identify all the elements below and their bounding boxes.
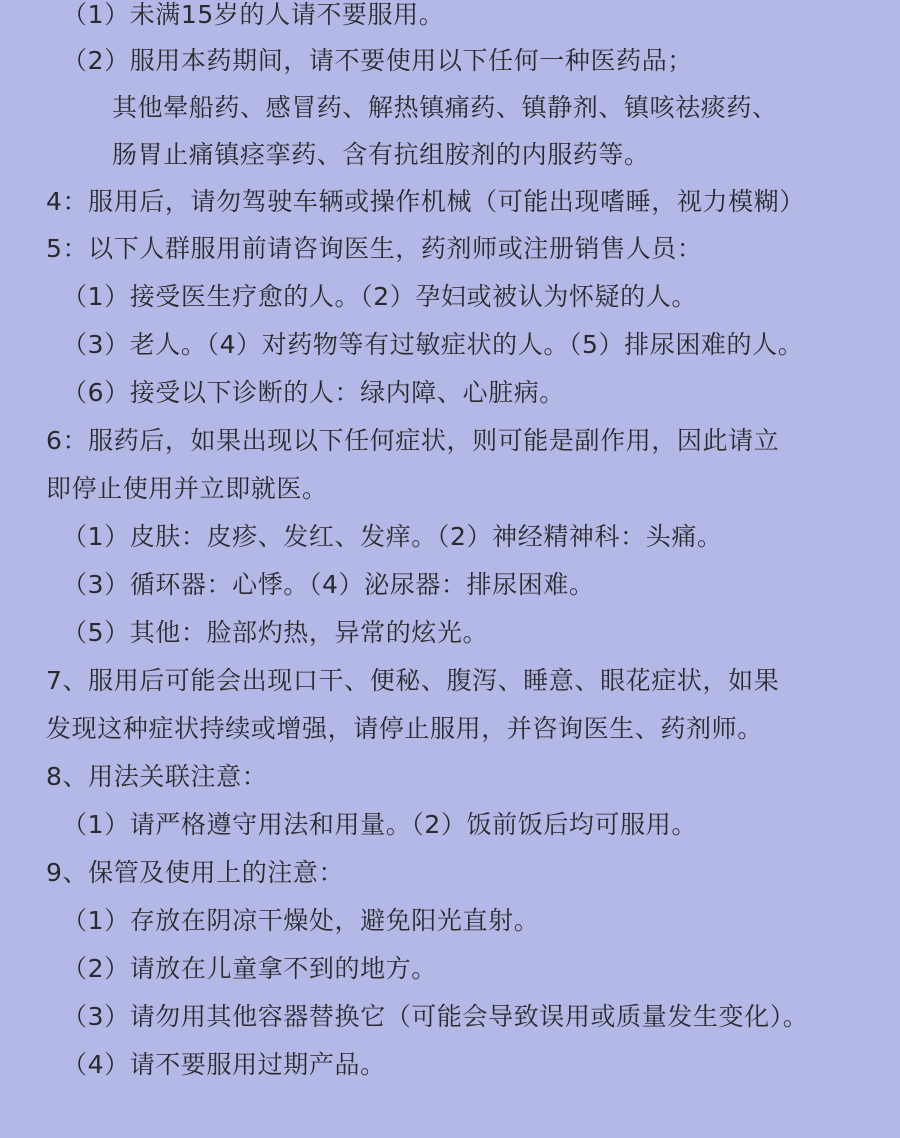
text-line: 7、服用后可能会出现口干、便秘、腹泻、睡意、眼花症状，如果	[46, 666, 780, 695]
text-line: （5）其他：脸部灼热，异常的炫光。	[62, 618, 489, 647]
text-line: 4：服用后，请勿驾驶车辆或操作机械（可能出现嗜睡，视力模糊）	[46, 187, 805, 216]
text-line: （1）请严格遵守用法和用量。（2）饭前饭后均可服用。	[62, 810, 697, 839]
text-line: （6）接受以下诊断的人：绿内障、心脏病。	[62, 378, 565, 407]
text-line: （1）存放在阴凉干燥处，避免阳光直射。	[62, 906, 540, 935]
text-line: （2）请放在儿童拿不到的地方。	[62, 954, 437, 983]
text-line: （4）请不要服用过期产品。	[62, 1050, 386, 1079]
text-line: 即停止使用并立即就医。	[46, 474, 328, 503]
text-line: 其他晕船药、感冒药、解热镇痛药、镇静剂、镇咳祛痰药、	[112, 93, 778, 122]
text-line: （3）请勿用其他容器替换它（可能会导致误用或质量发生变化）。	[62, 1002, 809, 1031]
text-line: 肠胃止痛镇痉挛药、含有抗组胺剂的内服药等。	[112, 140, 650, 169]
text-line: 5：以下人群服用前请咨询医生，药剂师或注册销售人员：	[46, 234, 703, 263]
text-line: 发现这种症状持续或增强，请停止服用，并咨询医生、药剂师。	[46, 714, 763, 743]
text-line: （3）循环器：心悸。（4）泌尿器：排尿困难。	[62, 570, 595, 599]
text-line: （2）服用本药期间，请不要使用以下任何一种医药品；	[62, 46, 693, 75]
text-line: 6：服药后，如果出现以下任何症状，则可能是副作用，因此请立	[46, 426, 780, 455]
text-line: 9、保管及使用上的注意：	[46, 858, 345, 887]
text-line: （1）未满15岁的人请不要服用。	[62, 0, 445, 29]
text-line: （1）接受医生疗愈的人。（2）孕妇或被认为怀疑的人。	[62, 282, 697, 311]
text-line: （3）老人。（4）对药物等有过敏症状的人。（5）排尿困难的人。	[62, 330, 804, 359]
text-line: （1）皮肤：皮疹、发红、发痒。（2）神经精神科：头痛。	[62, 522, 723, 551]
text-line: 8、用法关联注意：	[46, 762, 268, 791]
